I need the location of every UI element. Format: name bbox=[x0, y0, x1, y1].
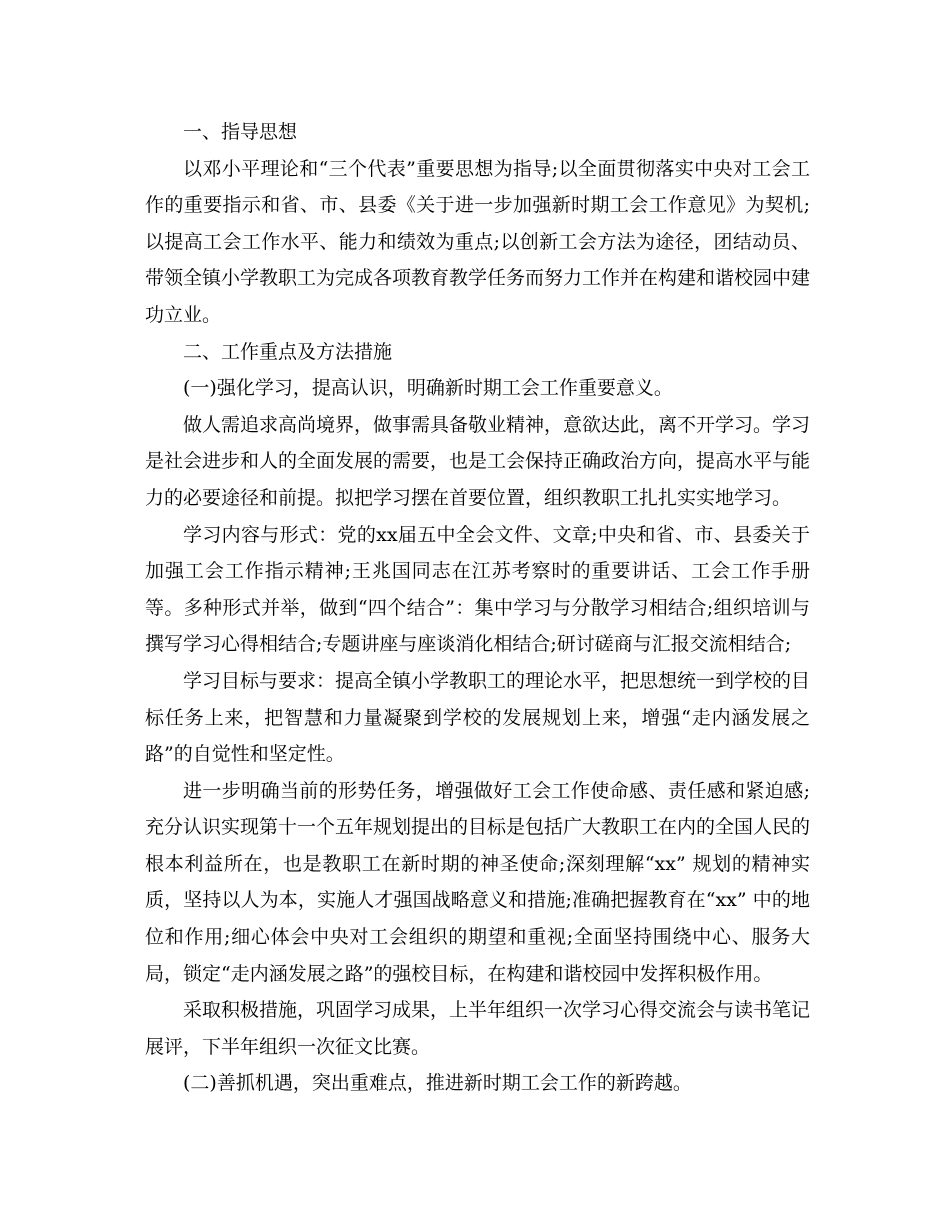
document-body bbox=[145, 114, 810, 1102]
paragraph-learning-importance: 做人需追求高尚境界，做事需具备敬业精神，意欲达此，离不开学习。学习是社会进步和人的全面发展的需要，也是工会保持正确政治方向，提高水平与能力的必要途径和前提。拟把学习摆在首要位置，组织教职工扎扎实实地学习。 bbox=[145, 413, 811, 509]
paragraph-measures: 采取积极措施，巩固学习成果，上半年组织一次学习心得交流会与读书笔记展评，下半年组织一次征文比赛。 bbox=[145, 999, 811, 1058]
paragraph-situation-tasks: 进一步明确当前的形势任务，增强做好工会工作使命感、责任感和紧迫感;充分认识实现第十一个五年规划提出的目标是包括广大教职工在内的全国人民的根本利益所在，也是教职工在新时期的神圣使命;深刻理解“xx” 规划的精神实质，坚持以人为本，实施人才强国战略意义和措施;准确把握教育在“xx” 中的地位和作用;细心体会中央对工会组织的期望和重视;全面坚持围绕中心、服务大局，锁定“走内涵发展之路”的强校目标，在构建和谐校园中发挥积极作用。 bbox=[145, 779, 811, 985]
paragraph-learning-content: 学习内容与形式：党的xx届五中全会文件、文章;中央和省、市、县委关于加强工会工作指示精神;王兆国同志在江苏考察时的重要讲话、工会工作手册等。多种形式并举，做到“四个结合”：集中学习与分散学习相结合;组织培训与撰写学习心得相结合;专题讲座与座谈消化相结合;研讨磋商与汇报交流相结合; bbox=[145, 523, 810, 656]
section-heading-guiding-ideology: 一、指导思想 bbox=[183, 121, 298, 143]
subsection-heading-strengthen-learning: (一)强化学习，提高认识，明确新时期工会工作重要意义。 bbox=[183, 377, 673, 400]
section-heading-work-focus: 二、工作重点及方法措施 bbox=[183, 340, 393, 363]
paragraph-guiding-ideology: 以邓小平理论和“三个代表”重要思想为指导;以全面贯彻落实中央对工会工作的重要指示和省、市、县委《关于进一步加强新时期工会工作意见》为契机;以提高工会工作水平、能力和绩效为重点;以创新工会方法为途径，团结动员、带领全镇小学教职工为完成各项教育教学任务而努力工作并在构建和谐校园中建功立业。 bbox=[145, 157, 811, 326]
subsection-heading-seize-opportunities: (二)善抓机遇，突出重难点，推进新时期工会工作的新跨越。 bbox=[183, 1072, 692, 1095]
paragraph-learning-goals: 学习目标与要求：提高全镇小学教职工的理论水平，把思想统一到学校的目标任务上来，把智慧和力量凝聚到学校的发展规划上来，增强“走内涵发展之路”的自觉性和坚定性。 bbox=[145, 669, 811, 766]
